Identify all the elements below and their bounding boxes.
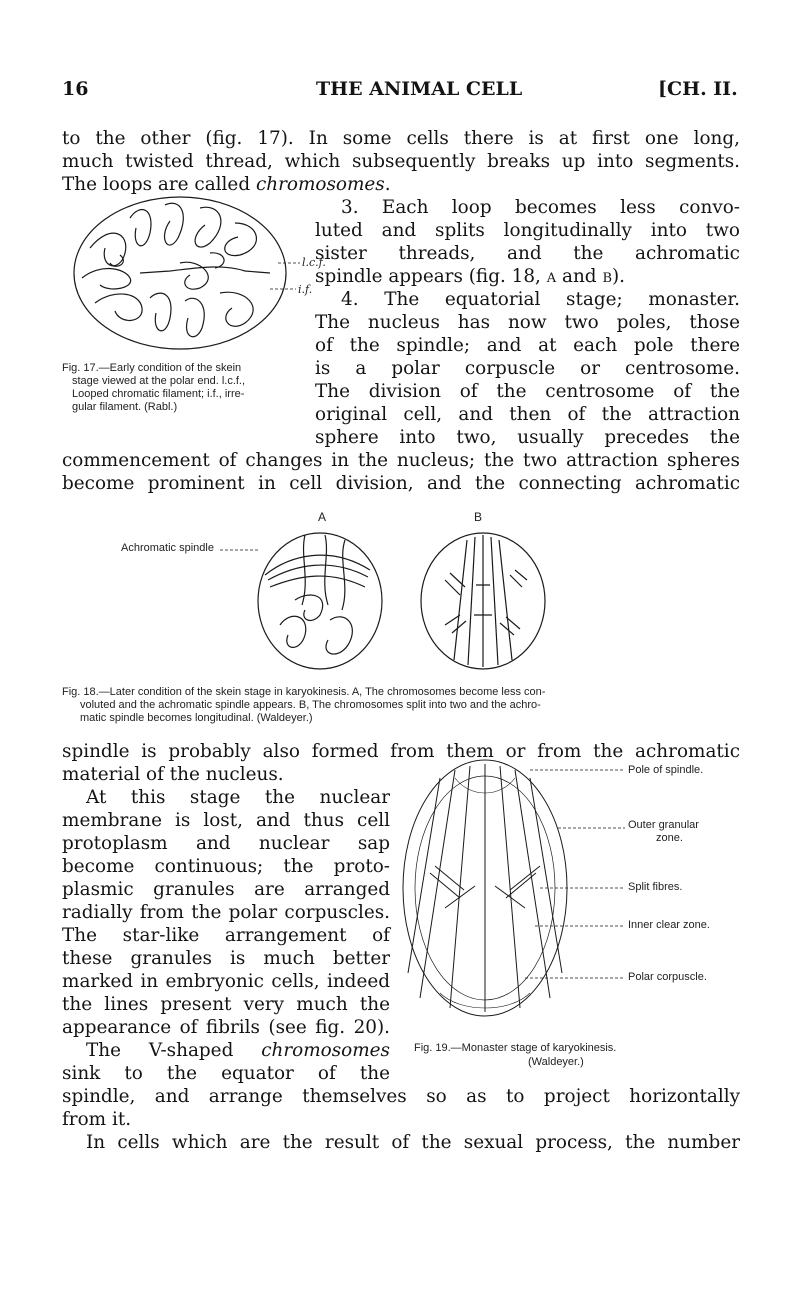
caption-line: (Waldeyer.) bbox=[528, 1056, 584, 1068]
body-line: commencement of changes in the nucleus; the two attraction spheres bbox=[62, 450, 740, 471]
fig19-label-outer: Outer granular bbox=[628, 819, 699, 831]
body-line: of the spindle; and at each pole there bbox=[315, 335, 740, 356]
body-line: protoplasm and nuclear sap bbox=[62, 833, 390, 854]
body-line: sister threads, and the achromatic bbox=[315, 243, 740, 264]
fig17-skein-illustration bbox=[70, 193, 313, 353]
body-line: luted and splits longitudinally into two bbox=[315, 220, 740, 241]
fig19-label-inner: Inner clear zone. bbox=[628, 919, 710, 931]
body-line: spindle is probably also formed from them or from the achromatic bbox=[62, 741, 740, 762]
caption-line: voluted and the achromatic spindle appears. B, The chromosomes split into two and the achro- bbox=[80, 699, 541, 711]
body-line: The loops are called chromosomes. bbox=[62, 174, 391, 195]
fig19-monaster-illustration bbox=[400, 758, 630, 1028]
body-line: marked in embryonic cells, indeed bbox=[62, 971, 390, 992]
caption-line: matic spindle becomes longitudinal. (Waldeyer.) bbox=[80, 712, 313, 724]
caption-line: Fig. 19.—Monaster stage of karyokinesis. bbox=[414, 1042, 617, 1054]
body-line: sphere into two, usually precedes the bbox=[315, 427, 740, 448]
fig18-label-spindle: Achromatic spindle bbox=[121, 542, 214, 554]
fig19-label-outer-zone: zone. bbox=[656, 832, 683, 844]
body-line: original cell, and then of the attraction bbox=[315, 404, 740, 425]
body-line: is a polar corpuscle or centrosome. bbox=[315, 358, 740, 379]
fig19-label-pole: Pole of spindle. bbox=[628, 764, 704, 776]
body-line: become continuous; the proto- bbox=[62, 856, 390, 877]
body-line: much twisted thread, which subsequently breaks up into segments. bbox=[62, 151, 740, 172]
body-line: sink to the equator of the bbox=[62, 1063, 390, 1084]
fig17-label-lcf: l.c.f. bbox=[302, 256, 326, 269]
fig18-illustration bbox=[220, 525, 600, 675]
body-line: material of the nucleus. bbox=[62, 764, 284, 785]
body-line: 4. The equatorial stage; monaster. bbox=[341, 289, 740, 310]
chapter-marker: [CH. II. bbox=[658, 78, 738, 100]
body-line: become prominent in cell division, and the connecting achromatic bbox=[62, 473, 740, 494]
body-line: At this stage the nuclear bbox=[86, 787, 390, 808]
caption-line: Fig. 18.—Later condition of the skein stage in karyokinesis. A, The chromosomes become less con- bbox=[62, 686, 546, 698]
body-line: The star-like arrangement of bbox=[62, 925, 390, 946]
body-line: these granules is much better bbox=[62, 948, 390, 969]
body-line: appearance of fibrils (see fig. 20). bbox=[62, 1017, 390, 1038]
caption-line: Fig. 17.—Early condition of the skein bbox=[62, 362, 242, 374]
fig17-label-if: i.f. bbox=[298, 283, 313, 296]
body-line: 3. Each loop becomes less convo- bbox=[341, 197, 740, 218]
fig19-label-polar: Polar corpuscle. bbox=[628, 971, 707, 983]
caption-line: gular filament. (Rabl.) bbox=[72, 401, 178, 413]
running-header bbox=[62, 78, 740, 108]
page-number: 16 bbox=[62, 78, 89, 100]
body-line: plasmic granules are arranged bbox=[62, 879, 390, 900]
fig18-label-a: A bbox=[318, 510, 327, 524]
body-line: spindle, and arrange themselves so as to project horizontally bbox=[62, 1086, 740, 1107]
body-line: radially from the polar corpuscles. bbox=[62, 902, 390, 923]
body-line: spindle appears (fig. 18, a and b). bbox=[315, 266, 626, 287]
body-line: to the other (fig. 17). In some cells there is at first one long, bbox=[62, 128, 740, 149]
caption-line: stage viewed at the polar end. l.c.f., bbox=[72, 375, 246, 387]
fig19-label-split: Split fibres. bbox=[628, 881, 683, 893]
running-title: THE ANIMAL CELL bbox=[316, 78, 523, 100]
body-line: In cells which are the result of the sexual process, the number bbox=[86, 1132, 740, 1153]
body-line: The nucleus has now two poles, those bbox=[315, 312, 740, 333]
fig18-label-b: B bbox=[474, 510, 483, 524]
body-line: from it. bbox=[62, 1109, 132, 1130]
body-line: The V-shaped chromosomes bbox=[86, 1040, 390, 1061]
body-line: membrane is lost, and thus cell bbox=[62, 810, 390, 831]
body-line: the lines present very much the bbox=[62, 994, 390, 1015]
caption-line: Looped chromatic filament; i.f., irre- bbox=[72, 388, 245, 400]
body-line: The division of the centrosome of the bbox=[315, 381, 740, 402]
